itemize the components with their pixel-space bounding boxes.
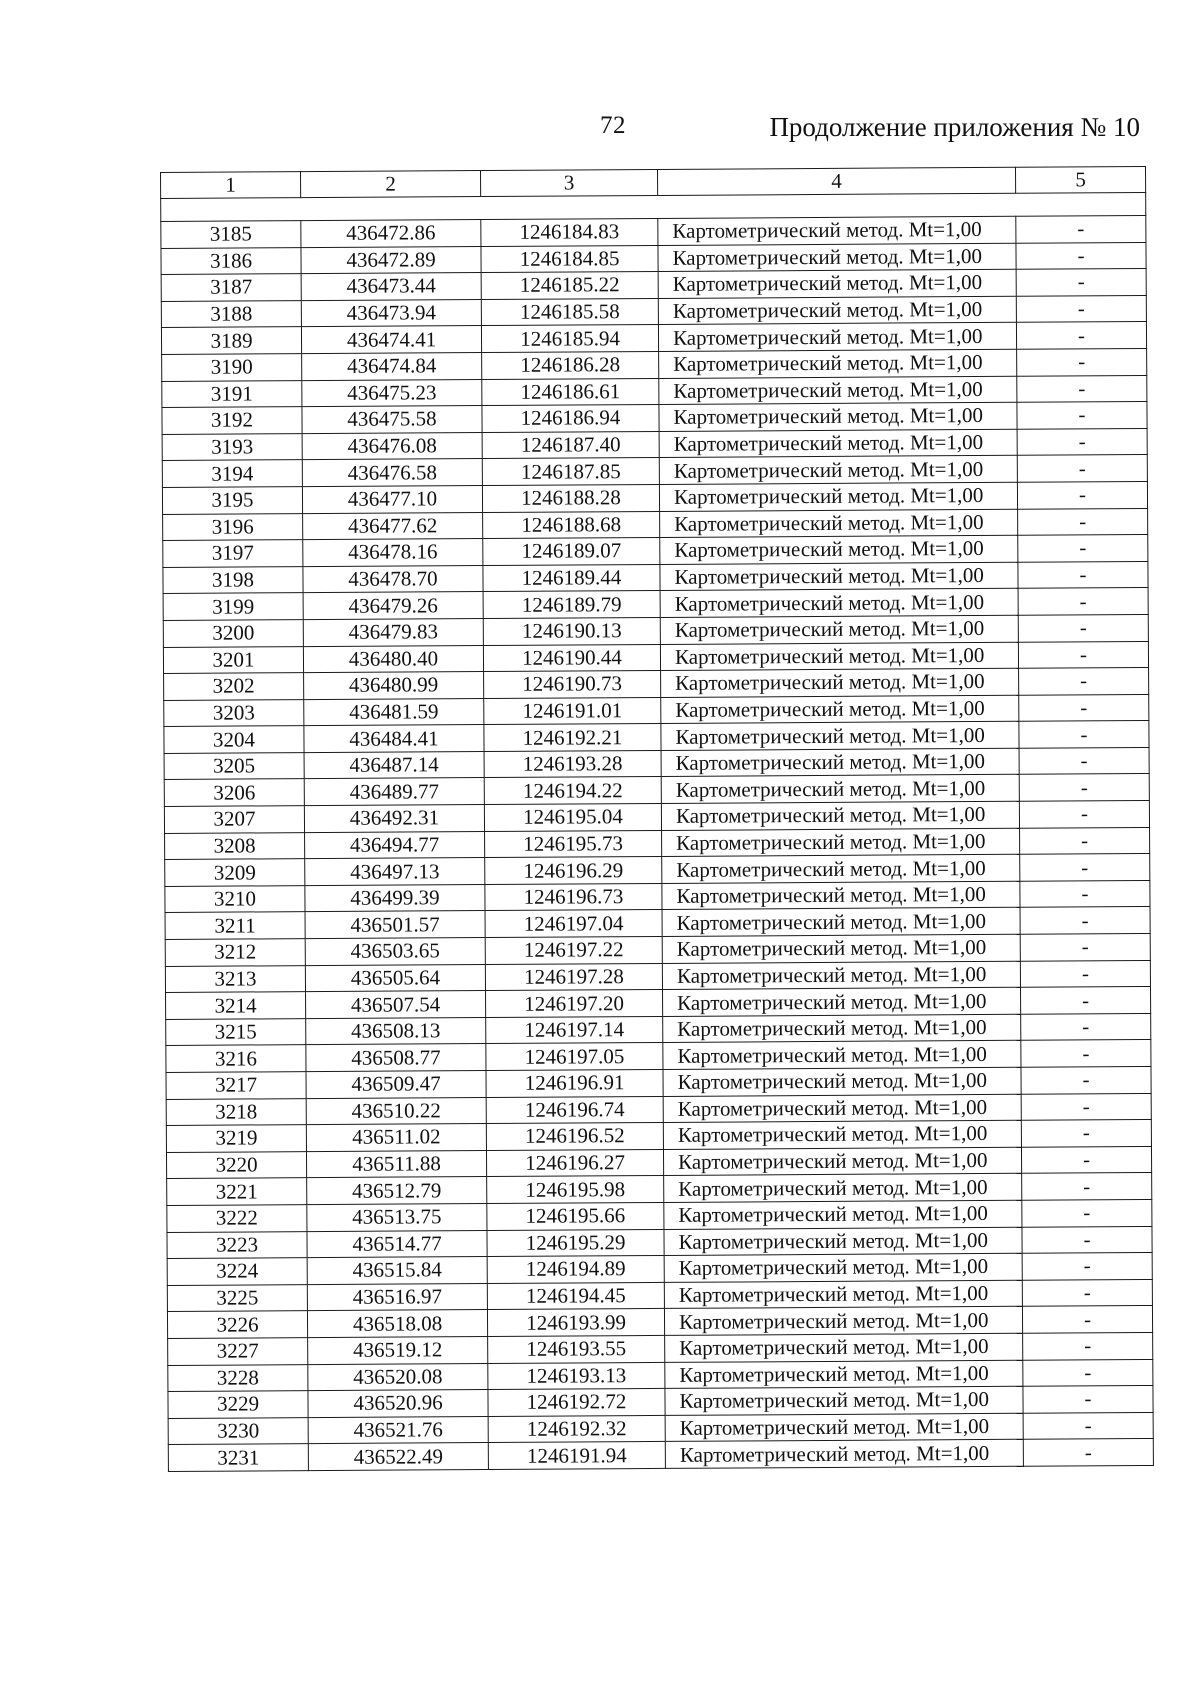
x-coordinate-cell: 436519.12 <box>308 1336 488 1364</box>
x-coordinate-cell: 436511.02 <box>306 1124 486 1152</box>
y-coordinate-cell: 1246187.40 <box>482 431 659 459</box>
note-cell: - <box>1018 614 1148 641</box>
x-coordinate-cell: 436508.13 <box>306 1017 486 1045</box>
method-cell: Картометрический метод. Mt=1,00 <box>664 1200 1022 1229</box>
point-number-cell: 3223 <box>167 1231 307 1258</box>
note-cell: - <box>1022 1173 1152 1200</box>
y-coordinate-cell: 1246197.20 <box>486 990 663 1018</box>
column-header-1: 1 <box>161 172 301 199</box>
note-cell: - <box>1022 1199 1152 1226</box>
note-cell: - <box>1023 1332 1153 1359</box>
method-cell: Картометрический метод. Mt=1,00 <box>660 615 1018 644</box>
method-cell: Картометрический метод. Mt=1,00 <box>659 376 1017 405</box>
x-coordinate-cell: 436507.54 <box>306 991 486 1019</box>
y-coordinate-cell: 1246192.72 <box>488 1389 665 1417</box>
note-cell: - <box>1017 402 1147 429</box>
note-cell: - <box>1016 322 1146 349</box>
point-number-cell: 3192 <box>162 407 302 434</box>
x-coordinate-cell: 436479.83 <box>303 618 483 646</box>
page-number: 72 <box>600 112 626 139</box>
point-number-cell: 3189 <box>161 327 301 354</box>
y-coordinate-cell: 1246197.14 <box>486 1016 663 1044</box>
y-coordinate-cell: 1246194.45 <box>487 1282 664 1310</box>
point-number-cell: 3197 <box>163 540 303 567</box>
y-coordinate-cell: 1246189.79 <box>483 591 660 619</box>
x-coordinate-cell: 436512.79 <box>307 1177 487 1205</box>
coordinates-table <box>160 166 1154 1472</box>
y-coordinate-cell: 1246191.01 <box>484 697 661 725</box>
note-cell: - <box>1017 428 1147 455</box>
method-cell: Картометрический метод. Mt=1,00 <box>662 881 1020 910</box>
point-number-cell: 3213 <box>165 965 305 992</box>
x-coordinate-cell: 436474.84 <box>302 353 482 381</box>
method-cell: Картометрический метод. Mt=1,00 <box>663 987 1021 1016</box>
method-cell: Картометрический метод. Mt=1,00 <box>662 828 1020 857</box>
method-cell: Картометрический метод. Mt=1,00 <box>660 562 1018 591</box>
method-cell: Картометрический метод. Mt=1,00 <box>659 456 1017 485</box>
method-cell: Картометрический метод. Mt=1,00 <box>658 323 1016 352</box>
point-number-cell: 3214 <box>166 992 306 1019</box>
note-cell: - <box>1021 1066 1151 1093</box>
note-cell: - <box>1020 907 1150 934</box>
method-cell: Картометрический метод. Mt=1,00 <box>663 1014 1021 1043</box>
y-coordinate-cell: 1246191.94 <box>488 1442 665 1470</box>
x-coordinate-cell: 436487.14 <box>304 751 484 779</box>
x-coordinate-cell: 436515.84 <box>307 1257 487 1285</box>
method-cell: Картометрический метод. Mt=1,00 <box>660 642 1018 671</box>
note-cell: - <box>1016 269 1146 296</box>
note-cell: - <box>1016 295 1146 322</box>
x-coordinate-cell: 436478.16 <box>303 539 483 567</box>
point-number-cell: 3219 <box>166 1125 306 1152</box>
y-coordinate-cell: 1246193.28 <box>484 750 661 778</box>
y-coordinate-cell: 1246184.83 <box>481 218 658 246</box>
x-coordinate-cell: 436514.77 <box>307 1230 487 1258</box>
method-cell: Картометрический метод. Mt=1,00 <box>663 1041 1021 1070</box>
point-number-cell: 3186 <box>161 247 301 274</box>
method-cell: Картометрический метод. Mt=1,00 <box>663 1120 1021 1149</box>
method-cell: Картометрический метод. Mt=1,00 <box>660 535 1018 564</box>
column-header-2: 2 <box>301 171 481 198</box>
point-number-cell: 3225 <box>167 1284 307 1311</box>
point-number-cell: 3199 <box>163 593 303 620</box>
point-number-cell: 3228 <box>168 1364 308 1391</box>
point-number-cell: 3188 <box>161 300 301 327</box>
method-cell: Картометрический метод. Mt=1,00 <box>661 748 1019 777</box>
x-coordinate-cell: 436474.41 <box>301 326 481 354</box>
note-cell: - <box>1022 1279 1152 1306</box>
point-number-cell: 3208 <box>165 832 305 859</box>
point-number-cell: 3185 <box>161 221 301 248</box>
y-coordinate-cell: 1246196.74 <box>486 1096 663 1124</box>
y-coordinate-cell: 1246184.85 <box>481 245 658 273</box>
note-cell: - <box>1016 215 1146 242</box>
note-cell: - <box>1020 960 1150 987</box>
method-cell: Картометрический метод. Mt=1,00 <box>665 1333 1023 1362</box>
column-header-4: 4 <box>657 167 1015 195</box>
y-coordinate-cell: 1246187.85 <box>482 458 659 486</box>
method-cell: Картометрический метод. Mt=1,00 <box>661 801 1019 830</box>
x-coordinate-cell: 436480.40 <box>303 645 483 673</box>
note-cell: - <box>1019 721 1149 748</box>
method-cell: Картометрический метод. Mt=1,00 <box>664 1174 1022 1203</box>
method-cell: Картометрический метод. Mt=1,00 <box>660 509 1018 538</box>
x-coordinate-cell: 436522.49 <box>308 1443 488 1471</box>
x-coordinate-cell: 436472.86 <box>301 220 481 248</box>
note-cell: - <box>1021 1040 1151 1067</box>
x-coordinate-cell: 436484.41 <box>304 725 484 753</box>
point-number-cell: 3227 <box>168 1338 308 1365</box>
x-coordinate-cell: 436520.96 <box>308 1390 488 1418</box>
x-coordinate-cell: 436508.77 <box>306 1044 486 1072</box>
note-cell: - <box>1017 455 1147 482</box>
y-coordinate-cell: 1246185.58 <box>481 298 658 326</box>
x-coordinate-cell: 436521.76 <box>308 1416 488 1444</box>
point-number-cell: 3210 <box>165 885 305 912</box>
x-coordinate-cell: 436481.59 <box>304 698 484 726</box>
method-cell: Картометрический метод. Mt=1,00 <box>658 243 1016 272</box>
y-coordinate-cell: 1246193.99 <box>487 1309 664 1337</box>
column-header-3: 3 <box>480 169 657 196</box>
x-coordinate-cell: 436477.10 <box>302 485 482 513</box>
x-coordinate-cell: 436511.88 <box>306 1150 486 1178</box>
note-cell: - <box>1023 1439 1153 1466</box>
y-coordinate-cell: 1246197.04 <box>485 910 662 938</box>
note-cell: - <box>1019 747 1149 774</box>
x-coordinate-cell: 436473.44 <box>301 273 481 301</box>
point-number-cell: 3230 <box>168 1417 308 1444</box>
note-cell: - <box>1018 561 1148 588</box>
point-number-cell: 3205 <box>164 753 304 780</box>
x-coordinate-cell: 436505.64 <box>305 964 485 992</box>
point-number-cell: 3220 <box>166 1151 306 1178</box>
point-number-cell: 3221 <box>167 1178 307 1205</box>
y-coordinate-cell: 1246194.22 <box>484 777 661 805</box>
method-cell: Картометрический метод. Mt=1,00 <box>658 296 1016 325</box>
x-coordinate-cell: 436475.23 <box>302 379 482 407</box>
x-coordinate-cell: 436520.08 <box>308 1363 488 1391</box>
x-coordinate-cell: 436497.13 <box>305 858 485 886</box>
y-coordinate-cell: 1246196.91 <box>486 1069 663 1097</box>
method-cell: Картометрический метод. Mt=1,00 <box>659 349 1017 378</box>
point-number-cell: 3201 <box>163 646 303 673</box>
point-number-cell: 3187 <box>161 274 301 301</box>
y-coordinate-cell: 1246188.68 <box>483 511 660 539</box>
y-coordinate-cell: 1246192.21 <box>484 724 661 752</box>
point-number-cell: 3207 <box>164 806 304 833</box>
point-number-cell: 3198 <box>163 566 303 593</box>
note-cell: - <box>1021 1093 1151 1120</box>
y-coordinate-cell: 1246185.94 <box>481 325 658 353</box>
note-cell: - <box>1023 1359 1153 1386</box>
point-number-cell: 3215 <box>166 1018 306 1045</box>
point-number-cell: 3206 <box>164 779 304 806</box>
y-coordinate-cell: 1246186.61 <box>482 378 659 406</box>
note-cell: - <box>1019 774 1149 801</box>
note-cell: - <box>1018 588 1148 615</box>
note-cell: - <box>1020 827 1150 854</box>
method-cell: Картометрический метод. Mt=1,00 <box>664 1227 1022 1256</box>
note-cell: - <box>1019 801 1149 828</box>
note-cell: - <box>1016 242 1146 269</box>
note-cell: - <box>1018 641 1148 668</box>
x-coordinate-cell: 436503.65 <box>305 938 485 966</box>
method-cell: Картометрический метод. Mt=1,00 <box>661 722 1019 751</box>
method-cell: Картометрический метод. Mt=1,00 <box>664 1280 1022 1309</box>
point-number-cell: 3209 <box>165 859 305 886</box>
point-number-cell: 3196 <box>163 513 303 540</box>
appendix-continuation-title: Продолжение приложения № 10 <box>769 112 1140 142</box>
y-coordinate-cell: 1246196.27 <box>486 1149 663 1177</box>
method-cell: Картометрический метод. Mt=1,00 <box>663 1067 1021 1096</box>
method-cell: Картометрический метод. Mt=1,00 <box>665 1360 1023 1389</box>
note-cell: - <box>1017 348 1147 375</box>
y-coordinate-cell: 1246189.07 <box>483 538 660 566</box>
x-coordinate-cell: 436475.58 <box>302 406 482 434</box>
note-cell: - <box>1023 1386 1153 1413</box>
point-number-cell: 3190 <box>162 354 302 381</box>
method-cell: Картометрический метод. Mt=1,00 <box>665 1440 1023 1469</box>
x-coordinate-cell: 436473.94 <box>301 299 481 327</box>
note-cell: - <box>1020 933 1150 960</box>
x-coordinate-cell: 436476.58 <box>302 459 482 487</box>
x-coordinate-cell: 436510.22 <box>306 1097 486 1125</box>
method-cell: Картометрический метод. Mt=1,00 <box>662 934 1020 963</box>
y-coordinate-cell: 1246190.44 <box>483 644 660 672</box>
point-number-cell: 3222 <box>167 1205 307 1232</box>
note-cell: - <box>1023 1412 1153 1439</box>
note-cell: - <box>1017 481 1147 508</box>
note-cell: - <box>1021 1146 1151 1173</box>
x-coordinate-cell: 436494.77 <box>305 831 485 859</box>
method-cell: Картометрический метод. Mt=1,00 <box>663 1147 1021 1176</box>
x-coordinate-cell: 436492.31 <box>304 805 484 833</box>
y-coordinate-cell: 1246197.28 <box>485 963 662 991</box>
y-coordinate-cell: 1246194.89 <box>487 1256 664 1284</box>
x-coordinate-cell: 436480.99 <box>304 672 484 700</box>
note-cell: - <box>1019 668 1149 695</box>
point-number-cell: 3226 <box>167 1311 307 1338</box>
y-coordinate-cell: 1246186.28 <box>482 351 659 379</box>
y-coordinate-cell: 1246185.22 <box>481 272 658 300</box>
x-coordinate-cell: 436499.39 <box>305 884 485 912</box>
note-cell: - <box>1018 535 1148 562</box>
point-number-cell: 3193 <box>162 433 302 460</box>
method-cell: Картометрический метод. Mt=1,00 <box>662 961 1020 990</box>
note-cell: - <box>1022 1226 1152 1253</box>
y-coordinate-cell: 1246197.22 <box>485 936 662 964</box>
method-cell: Картометрический метод. Mt=1,00 <box>659 482 1017 511</box>
point-number-cell: 3202 <box>164 673 304 700</box>
method-cell: Картометрический метод. Mt=1,00 <box>662 855 1020 884</box>
y-coordinate-cell: 1246188.28 <box>482 484 659 512</box>
y-coordinate-cell: 1246195.98 <box>487 1176 664 1204</box>
point-number-cell: 3216 <box>166 1045 306 1072</box>
point-number-cell: 3195 <box>162 487 302 514</box>
y-coordinate-cell: 1246193.13 <box>488 1362 665 1390</box>
point-number-cell: 3224 <box>167 1258 307 1285</box>
method-cell: Картометрический метод. Mt=1,00 <box>662 908 1020 937</box>
x-coordinate-cell: 436509.47 <box>306 1071 486 1099</box>
column-header-5: 5 <box>1015 166 1145 193</box>
note-cell: - <box>1022 1253 1152 1280</box>
method-cell: Картометрический метод. Mt=1,00 <box>663 1094 1021 1123</box>
point-number-cell: 3231 <box>168 1444 308 1471</box>
point-number-cell: 3229 <box>168 1391 308 1418</box>
note-cell: - <box>1017 375 1147 402</box>
note-cell: - <box>1019 694 1149 721</box>
method-cell: Картометрический метод. Mt=1,00 <box>659 402 1017 431</box>
y-coordinate-cell: 1246197.05 <box>486 1043 663 1071</box>
method-cell: Картометрический метод. Mt=1,00 <box>665 1386 1023 1415</box>
method-cell: Картометрический метод. Mt=1,00 <box>664 1253 1022 1282</box>
y-coordinate-cell: 1246186.94 <box>482 405 659 433</box>
method-cell: Картометрический метод. Mt=1,00 <box>659 429 1017 458</box>
note-cell: - <box>1020 854 1150 881</box>
y-coordinate-cell: 1246192.32 <box>488 1415 665 1443</box>
x-coordinate-cell: 436489.77 <box>304 778 484 806</box>
y-coordinate-cell: 1246189.44 <box>483 564 660 592</box>
point-number-cell: 3200 <box>163 620 303 647</box>
method-cell: Картометрический метод. Mt=1,00 <box>658 216 1016 245</box>
method-cell: Картометрический метод. Mt=1,00 <box>661 775 1019 804</box>
y-coordinate-cell: 1246193.55 <box>488 1335 665 1363</box>
method-cell: Картометрический метод. Mt=1,00 <box>660 589 1018 618</box>
method-cell: Картометрический метод. Mt=1,00 <box>658 269 1016 298</box>
y-coordinate-cell: 1246190.13 <box>483 617 660 645</box>
note-cell: - <box>1022 1306 1152 1333</box>
point-number-cell: 3217 <box>166 1072 306 1099</box>
x-coordinate-cell: 436501.57 <box>305 911 485 939</box>
method-cell: Картометрический метод. Mt=1,00 <box>661 668 1019 697</box>
point-number-cell: 3211 <box>165 912 305 939</box>
point-number-cell: 3218 <box>166 1098 306 1125</box>
y-coordinate-cell: 1246190.73 <box>484 671 661 699</box>
x-coordinate-cell: 436478.70 <box>303 565 483 593</box>
table-body <box>161 192 1154 1471</box>
y-coordinate-cell: 1246196.73 <box>485 883 662 911</box>
x-coordinate-cell: 436476.08 <box>302 432 482 460</box>
y-coordinate-cell: 1246195.29 <box>487 1229 664 1257</box>
x-coordinate-cell: 436477.62 <box>303 512 483 540</box>
method-cell: Картометрический метод. Mt=1,00 <box>661 695 1019 724</box>
method-cell: Картометрический метод. Mt=1,00 <box>664 1307 1022 1336</box>
x-coordinate-cell: 436518.08 <box>307 1310 487 1338</box>
x-coordinate-cell: 436516.97 <box>307 1283 487 1311</box>
x-coordinate-cell: 436513.75 <box>307 1203 487 1231</box>
y-coordinate-cell: 1246195.73 <box>485 830 662 858</box>
point-number-cell: 3191 <box>162 380 302 407</box>
note-cell: - <box>1021 1120 1151 1147</box>
note-cell: - <box>1018 508 1148 535</box>
note-cell: - <box>1021 1013 1151 1040</box>
point-number-cell: 3194 <box>162 460 302 487</box>
coordinates-table-container <box>160 166 1153 1472</box>
note-cell: - <box>1020 987 1150 1014</box>
x-coordinate-cell: 436479.26 <box>303 592 483 620</box>
x-coordinate-cell: 436472.89 <box>301 246 481 274</box>
y-coordinate-cell: 1246196.29 <box>485 857 662 885</box>
table-row <box>168 1439 1153 1472</box>
y-coordinate-cell: 1246195.04 <box>484 804 661 832</box>
point-number-cell: 3212 <box>165 939 305 966</box>
point-number-cell: 3203 <box>164 699 304 726</box>
point-number-cell: 3204 <box>164 726 304 753</box>
y-coordinate-cell: 1246196.52 <box>486 1123 663 1151</box>
note-cell: - <box>1020 880 1150 907</box>
y-coordinate-cell: 1246195.66 <box>487 1202 664 1230</box>
method-cell: Картометрический метод. Mt=1,00 <box>665 1413 1023 1442</box>
